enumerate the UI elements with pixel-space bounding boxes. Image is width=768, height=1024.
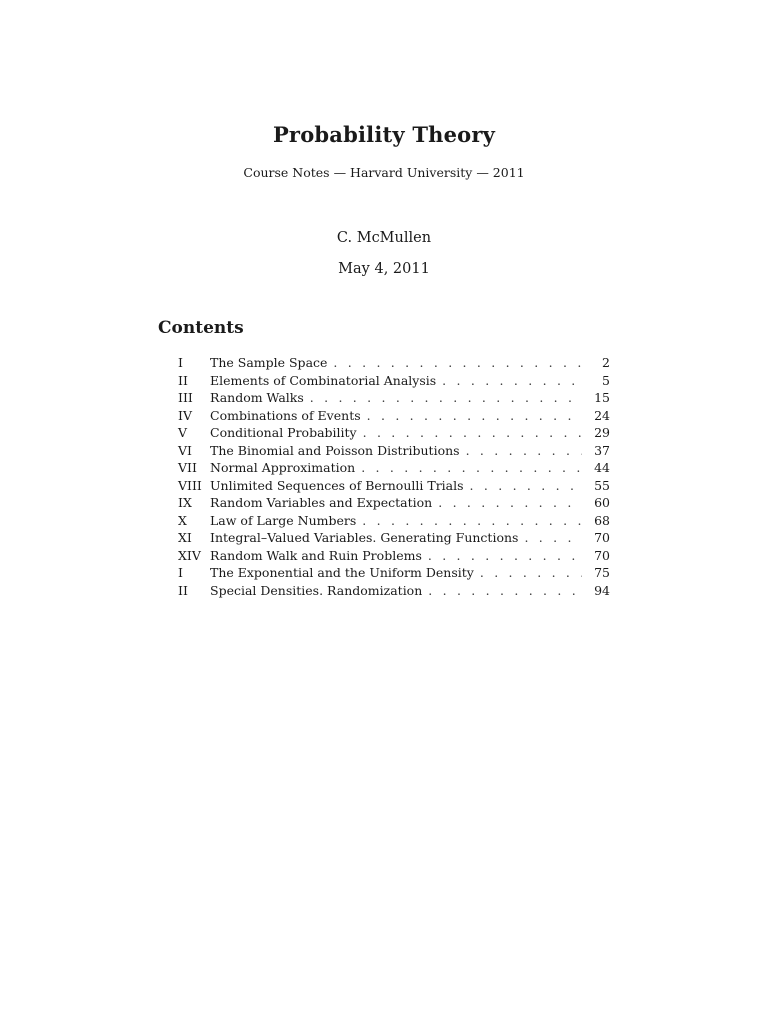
- toc-entry-title: Elements of Combinatorial Analysis: [210, 372, 437, 388]
- toc-entry-page: 68: [594, 512, 610, 528]
- toc-entry-page: 15: [594, 390, 610, 405]
- toc-entry-number: I: [178, 355, 183, 370]
- toc-entry-title: Random Walks: [210, 390, 304, 405]
- toc-entry-title: The Binomial and Poisson Distributions: [210, 442, 460, 458]
- toc-entry-page: 75: [594, 565, 610, 580]
- toc-leader-dots: [333, 354, 582, 372]
- toc-leader-dots: [466, 442, 582, 460]
- toc-entry-number: VII: [178, 460, 197, 475]
- toc-entry: [178, 512, 610, 530]
- toc-entry-page: 60: [594, 495, 610, 510]
- toc-entry: [178, 424, 610, 442]
- toc-entry-number: V: [178, 425, 188, 440]
- toc-entry-title: Law of Large Numbers: [210, 512, 357, 528]
- toc-entry-title: Combinations of Events: [210, 407, 361, 423]
- toc-entry-title: The Sample Space: [210, 355, 328, 370]
- toc-entry: [178, 407, 610, 425]
- document-author: C. McMullen: [336, 230, 432, 246]
- toc-entry-page: 55: [594, 477, 610, 493]
- toc-leader-dots: [442, 372, 582, 390]
- toc-entry: [178, 529, 610, 547]
- document-subtitle: Course Notes — Harvard University — 2011: [243, 165, 525, 180]
- toc-entry-page: 2: [602, 355, 610, 370]
- toc-entry-page: 29: [594, 425, 610, 440]
- toc-leader-dots: [362, 512, 582, 530]
- toc-entry-number: XIV: [178, 547, 201, 563]
- toc-entry-title: The Exponential and the Uniform Density: [210, 565, 474, 580]
- toc-leader-dots: [428, 547, 582, 565]
- toc-leader-dots: [428, 582, 582, 600]
- toc-entry-number: I: [178, 565, 183, 580]
- toc-entry-number: IV: [178, 407, 192, 423]
- toc-entry-number: XI: [178, 530, 192, 545]
- toc-entry-title: Unlimited Sequences of Bernoulli Trials: [210, 477, 464, 493]
- toc-entry-page: 94: [594, 582, 610, 598]
- toc-entry-number: II: [178, 372, 188, 388]
- toc-entry-number: VIII: [178, 477, 202, 493]
- toc-entry-page: 37: [594, 442, 610, 458]
- table-of-contents: [178, 354, 610, 599]
- toc-entry-page: 70: [594, 547, 610, 563]
- toc-entry-title: Random Walk and Ruin Problems: [210, 547, 422, 563]
- toc-entry-title: Special Densities. Randomization: [210, 582, 423, 598]
- toc-entry: [178, 547, 610, 565]
- toc-entry-number: VI: [178, 442, 192, 458]
- toc-entry-page: 24: [594, 407, 610, 423]
- toc-entry-number: II: [178, 582, 188, 598]
- contents-heading: Contents: [158, 318, 244, 338]
- toc-entry-page: 44: [594, 460, 610, 475]
- toc-leader-dots: [363, 424, 582, 442]
- toc-entry: [178, 442, 610, 460]
- toc-entry-number: X: [178, 512, 187, 528]
- toc-leader-dots: [367, 407, 582, 425]
- document-date: May 4, 2011: [338, 261, 430, 277]
- toc-leader-dots: [310, 389, 582, 407]
- toc-entry: [178, 582, 610, 600]
- toc-entry-title: Normal Approximation: [210, 460, 356, 475]
- toc-entry-title: Conditional Probability: [210, 425, 357, 440]
- toc-entry-page: 5: [602, 372, 610, 388]
- toc-entry: [178, 459, 610, 477]
- toc-entry: [178, 494, 610, 512]
- toc-leader-dots: [524, 529, 582, 547]
- toc-entry: [178, 354, 610, 372]
- toc-entry: [178, 477, 610, 495]
- toc-leader-dots: [438, 494, 582, 512]
- toc-leader-dots: [470, 477, 582, 495]
- toc-entry: [178, 564, 610, 582]
- toc-entry-page: 70: [594, 530, 610, 545]
- toc-entry: [178, 372, 610, 390]
- toc-entry-title: Random Variables and Expectation: [210, 495, 433, 510]
- toc-entry-number: IX: [178, 495, 192, 510]
- toc-leader-dots: [361, 459, 582, 477]
- toc-entry: [178, 389, 610, 407]
- document-title: Probability Theory: [272, 122, 496, 147]
- toc-leader-dots: [480, 564, 582, 582]
- toc-entry-title: Integral–Valued Variables. Generating Functions: [210, 530, 519, 545]
- toc-entry-number: III: [178, 390, 193, 405]
